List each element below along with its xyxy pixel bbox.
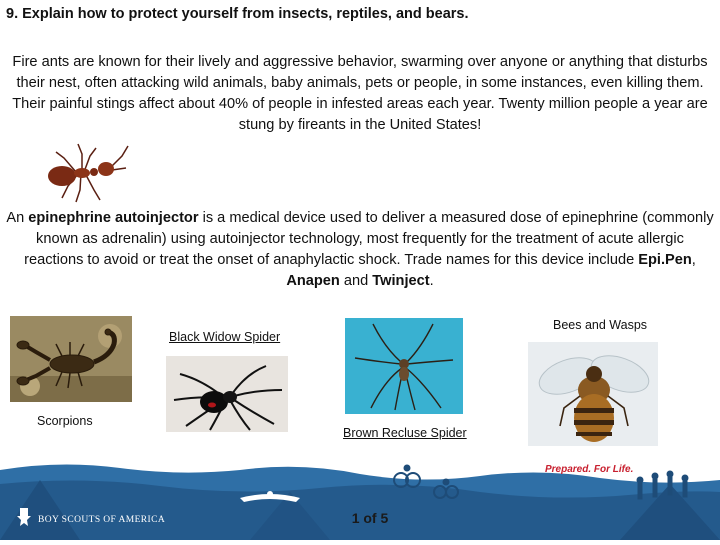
black-widow-image <box>166 356 288 432</box>
epipen-term: Epi.Pen <box>638 252 692 268</box>
epinephrine-paragraph <box>6 208 714 292</box>
slide-heading: 9. Explain how to protect yourself from insects, reptiles, and bears. <box>6 6 469 22</box>
epinephrine-text-1: An <box>6 210 29 226</box>
epinephrine-text-5: . <box>429 273 434 289</box>
bsa-logo-text: BOY SCOUTS OF AMERICA <box>38 515 166 525</box>
twinject-term: Twinject <box>372 273 430 289</box>
bee-image <box>528 342 658 446</box>
fire-ant-image <box>34 138 132 206</box>
bsa-emblem-icon <box>16 510 32 528</box>
bees-wasps-caption: Bees and Wasps <box>553 318 648 332</box>
epinephrine-autoinjector-term: epinephrine autoinjector <box>28 210 199 226</box>
scorpions-caption: Scorpions <box>37 414 93 428</box>
fire-ants-paragraph: Fire ants are known for their lively and aggressive behavior, swarming over anyone or anything that disturbs their nest, often attacking wild animals, baby animals, pets or people, in some instances, even killing them. Their painful stings affect about 40% of people in infested areas each year. Twenty million people a year are stung by fireants in the United States! <box>12 54 708 133</box>
epinephrine-text-2: is a medical device used to deliver a measured dose of epinephrine (commonly known as adrenalin) using autoinjector technology, most frequently for the treatment of acute allergic reactions to avoid or treat the onset of anaphylactic shock. Trade names for this device include <box>24 210 714 268</box>
page-number: 1 of 5 <box>351 510 389 526</box>
brown-recluse-caption: Brown Recluse Spider <box>343 426 467 440</box>
scorpion-image <box>10 316 132 402</box>
brown-recluse-image <box>345 318 463 414</box>
black-widow-caption: Black Widow Spider <box>169 330 281 344</box>
prepared-for-life-tagline: Prepared. For Life. <box>545 464 634 475</box>
epinephrine-text-4: and <box>339 273 373 289</box>
epinephrine-text-3: , <box>691 252 696 268</box>
anapen-term: Anapen <box>286 273 340 289</box>
